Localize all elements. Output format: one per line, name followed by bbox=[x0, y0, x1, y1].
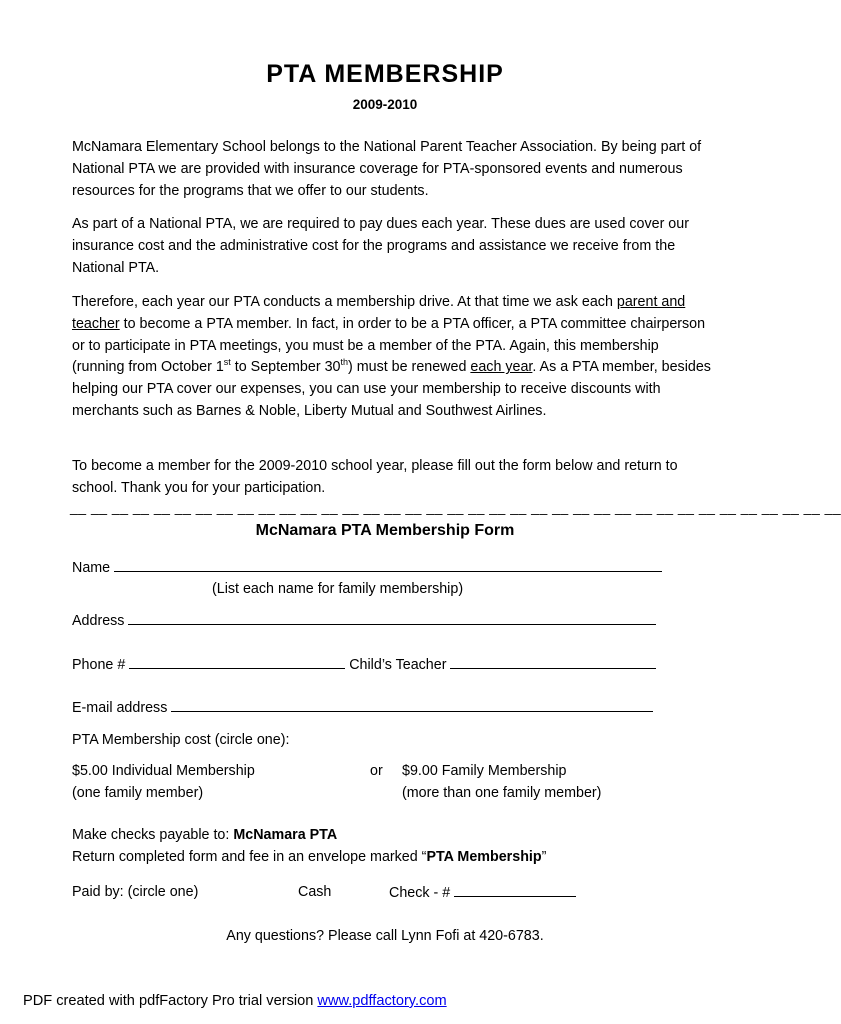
intro-paragraph-4: To become a member for the 2009-2010 school year, please fill out the form below and return to school. Thank you for your participation. bbox=[72, 458, 678, 496]
footer-text: PDF created with pdfFactory Pro trial version bbox=[23, 993, 318, 1009]
name-hint: (List each name for family membership) bbox=[212, 581, 464, 597]
check-option[interactable]: Check - # bbox=[389, 885, 451, 901]
phone-label: Phone # bbox=[72, 657, 126, 673]
address-row bbox=[72, 612, 656, 629]
teacher-field[interactable] bbox=[450, 656, 656, 669]
p3-text-c: to September 30 bbox=[230, 359, 341, 376]
p3-underline-each-year: each year bbox=[470, 359, 533, 376]
return-text-a: Return completed form and fee in an envelope marked “ bbox=[72, 849, 427, 865]
or-text: or bbox=[370, 763, 383, 779]
family-note: (more than one family member) bbox=[402, 785, 602, 801]
p3-sup-th: th bbox=[340, 357, 348, 368]
return-instructions bbox=[72, 849, 546, 865]
email-label: E-mail address bbox=[72, 700, 168, 716]
p3-underline-parent-teacher: parent and teacher bbox=[72, 294, 686, 332]
cut-line-separator: __ __ __ __ __ __ __ __ __ __ __ __ __ __ __ __ __ __ __ __ __ __ __ __ __ __ __ __ __ __ __ __ __ __ __ __ __ bbox=[70, 499, 841, 515]
return-text-bold: PTA Membership bbox=[426, 849, 542, 865]
name-label: Name bbox=[72, 560, 111, 576]
school-year: 2009-2010 bbox=[352, 97, 418, 112]
phone-field[interactable] bbox=[129, 656, 345, 669]
checks-payable-row bbox=[72, 827, 337, 843]
membership-cost-label: PTA Membership cost (circle one): bbox=[72, 732, 290, 748]
address-label: Address bbox=[72, 613, 125, 629]
phone-teacher-row bbox=[72, 656, 656, 673]
family-price[interactable]: $9.00 Family Membership bbox=[402, 763, 567, 779]
return-text-b: ” bbox=[541, 849, 547, 865]
check-number-field[interactable] bbox=[454, 884, 576, 897]
checks-payee: McNamara PTA bbox=[233, 827, 338, 843]
address-field[interactable] bbox=[128, 612, 656, 625]
teacher-label: Child’s Teacher bbox=[349, 657, 447, 673]
individual-price[interactable]: $5.00 Individual Membership bbox=[72, 763, 255, 779]
checks-label: Make checks payable to: bbox=[72, 827, 230, 843]
email-field[interactable] bbox=[171, 699, 653, 712]
paid-by-label: Paid by: (circle one) bbox=[72, 884, 199, 900]
questions-contact: Any questions? Please call Lynn Fofi at 420-6783. bbox=[226, 928, 544, 944]
pdf-footer bbox=[23, 993, 447, 1009]
p3-text-a: Therefore, each year our PTA conducts a membership drive. At that time we ask each bbox=[72, 294, 617, 310]
intro-paragraph-2: As part of a National PTA, we are required to pay dues each year. These dues are used cover our insurance cost and the administrative cost for the programs and assistance we receive from the National PTA. bbox=[72, 216, 689, 276]
footer-link[interactable]: www.pdffactory.com bbox=[317, 993, 447, 1009]
p3-text-e: . As a PTA member, besides helping our PTA cover our expenses, you can use your membership to receive discounts with merchants such as Barnes & Noble, Liberty Mutual and Southwest Airlines. bbox=[72, 359, 711, 419]
intro-paragraph-1: McNamara Elementary School belongs to the National Parent Teacher Association. By being part of National PTA we are provided with insurance coverage for PTA-sponsored events and numerous resources for the programs that we offer to our students. bbox=[72, 139, 702, 199]
p3-sup-st: st bbox=[223, 357, 231, 368]
intro-paragraph-3 bbox=[72, 292, 712, 423]
p3-text-d: ) must be renewed bbox=[348, 359, 471, 376]
cash-option[interactable]: Cash bbox=[298, 884, 332, 900]
page-title: PTA MEMBERSHIP bbox=[266, 60, 504, 88]
p3-text-b: to become a PTA member. In fact, in order to be a PTA officer, a PTA committee chairperson or to participate in PTA meetings, you must be a member of the PTA. Again, this membership (running from October 1 bbox=[72, 315, 706, 376]
email-row bbox=[72, 699, 653, 716]
name-row bbox=[72, 559, 662, 576]
form-title: McNamara PTA Membership Form bbox=[255, 522, 515, 539]
name-field[interactable] bbox=[114, 559, 662, 572]
check-row bbox=[389, 884, 576, 901]
individual-note: (one family member) bbox=[72, 785, 204, 801]
